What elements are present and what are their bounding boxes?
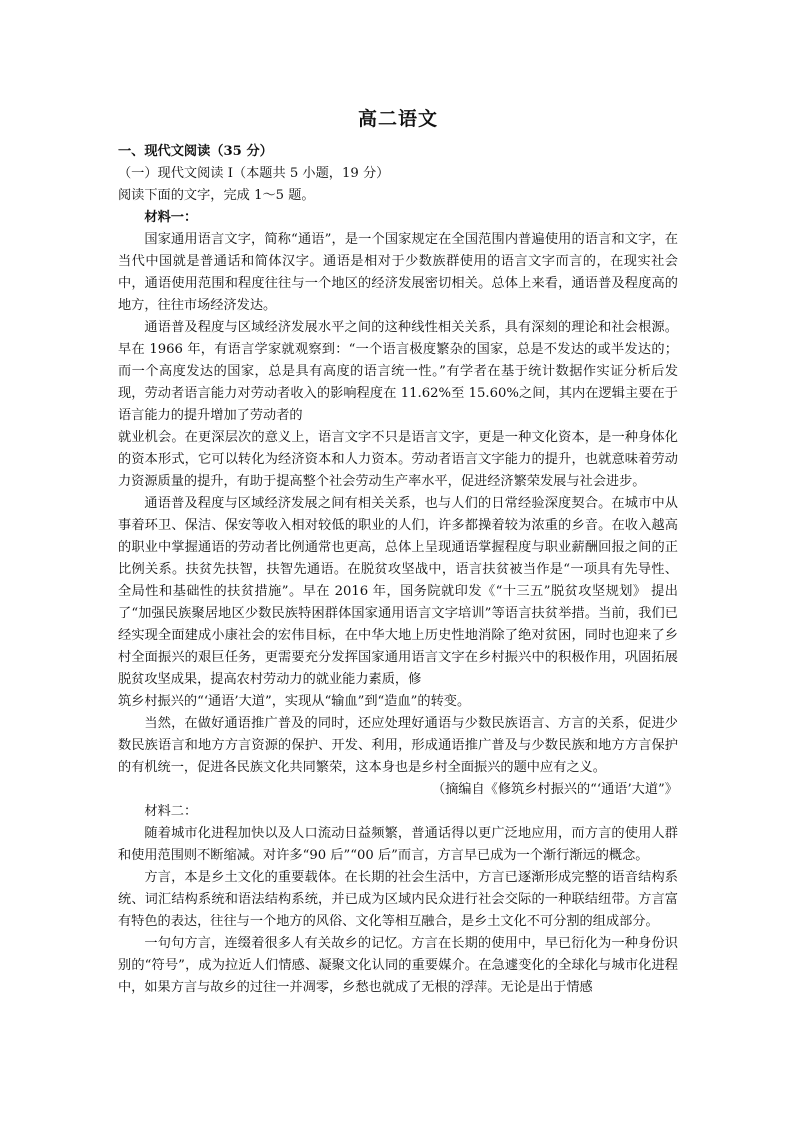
material-one-source: （摘编自《修筑乡村振兴的“‘通语’大道”》 <box>431 782 678 797</box>
material-one-paragraph: 国家通用语言文字，简称“通语”，是一个国家规定在全国范围内普遍使用的语言和文字，在当代中国就是普通话和简体汉字。通语是相对于少数族群使用的语言文字而言的，在现实社会中，通语使用范围和程度往往与一个地区的经济发展密切相关。总体上来看，通语普及程度高的地方，往往市场经济发达。 <box>118 232 678 313</box>
document-page <box>118 104 678 999</box>
subsection-heading: （一）现代文阅读 I（本题共 5 小题，19 分） <box>118 166 390 181</box>
section-heading: 一、现代文阅读（35 分） <box>118 144 273 159</box>
material-one-paragraph: 就业机会。在更深层次的意义上，语言文字不只是语言文字，更是一种文化资本，是一种身体化的资本形式，它可以转化为经济资本和人力资本。劳动者语言文字能力的提升，也就意味着劳动力资源质量的提升，有助于提高整个社会劳动生产率水平，促进经济繁荣发展与社会进步。 <box>118 430 678 489</box>
material-two-paragraph: 方言，本是乡土文化的重要载体。在长期的社会生活中，方言已逐渐形成完整的语音结构系统、词汇结构系统和语法结构系统，并已成为区域内民众进行社会交际的一种联结纽带。方言富有特色的表达，往往与一个地方的风俗、文化等相互融合，是乡土文化不可分割的组成部分。 <box>118 870 678 929</box>
material-one-paragraph: 通语普及程度与区域经济发展之间有相关关系，也与人们的日常经验深度契合。在城市中从事着环卫、保洁、保安等收入相对较低的职业的人们，许多都操着较为浓重的乡音。在收入越高的职业中掌握通语的劳动者比例通常也更高，总体上呈现通语掌握程度与职业薪酬回报之间的正比例关系。扶贫先扶智，扶智先通语。在脱贫攻坚战中，语言扶贫被当作是“一项具有先导性、全局性和基础性的扶贫措施”。早在 2016 年，国务院就印发《“十三五”脱贫攻坚规划》 提出了“加强民族聚居地区少数民族特困群体国家通用语言文字培训”等语言扶贫举措。当前，我们已经实现全面建成小康社会的宏伟目标，在中华大地上历史性地消除了绝对贫困，同时也迎来了乡村全面振兴的艰巨任务，更需要充分发挥国家通用语言文字在乡村振兴中的积极作用，巩固拓展脱贫攻坚成果，提高农村劳动力的就业能力素质，修 <box>118 496 678 687</box>
material-one-label: 材料一： <box>144 210 198 225</box>
material-two-paragraph: 随着城市化进程加快以及人口流动日益频繁，普通话得以更广泛地应用，而方言的使用人群和使用范围则不断缩减。对许多“90 后”“00 后”而言，方言早已成为一个渐行渐远的概念。 <box>118 826 678 863</box>
material-two-paragraph: 一句句方言，连缀着很多人有关故乡的记忆。方言在长期的使用中，早已衍化为一种身份识别的“符号”，成为拉近人们情感、凝聚文化认同的重要媒介。在急遽变化的全球化与城市化进程中，如果方言与故乡的过往一并凋零，乡愁也就成了无根的浮萍。无论是出于情感 <box>118 936 678 995</box>
reading-instruction: 阅读下面的文字，完成 1～5 题。 <box>118 188 315 203</box>
page-title: 高二语文 <box>357 108 438 130</box>
material-one-paragraph: 当然，在做好通语推广普及的同时，还应处理好通语与少数民族语言、方言的关系，促进少数民族语言和地方方言资源的保护、开发、利用，形成通语推广普及与少数民族和地方方言保护的有机统一，促进各民族文化共同繁荣，这本身也是乡村全面振兴的题中应有之义。 <box>118 716 678 775</box>
material-one-paragraph: 筑乡村振兴的“‘通语’大道”，实现从“输血”到“造血”的转变。 <box>118 694 471 709</box>
material-one-paragraph: 通语普及程度与区域经济发展水平之间的这种线性相关关系，具有深刻的理论和社会根源。早在 1966 年，有语言学家就观察到：“一个语言极度繁杂的国家，总是不发达的或半发达的；而一个高度发达的国家，总是具有高度的语言统一性。”有学者在基于统计数据作实证分析后发现，劳动者语言能力对劳动者收入的影响程度在 11.62%至 15.60%之间，其内在逻辑主要在于语言能力的提升增加了劳动者的 <box>118 320 678 423</box>
material-two-label: 材料二： <box>144 804 198 819</box>
